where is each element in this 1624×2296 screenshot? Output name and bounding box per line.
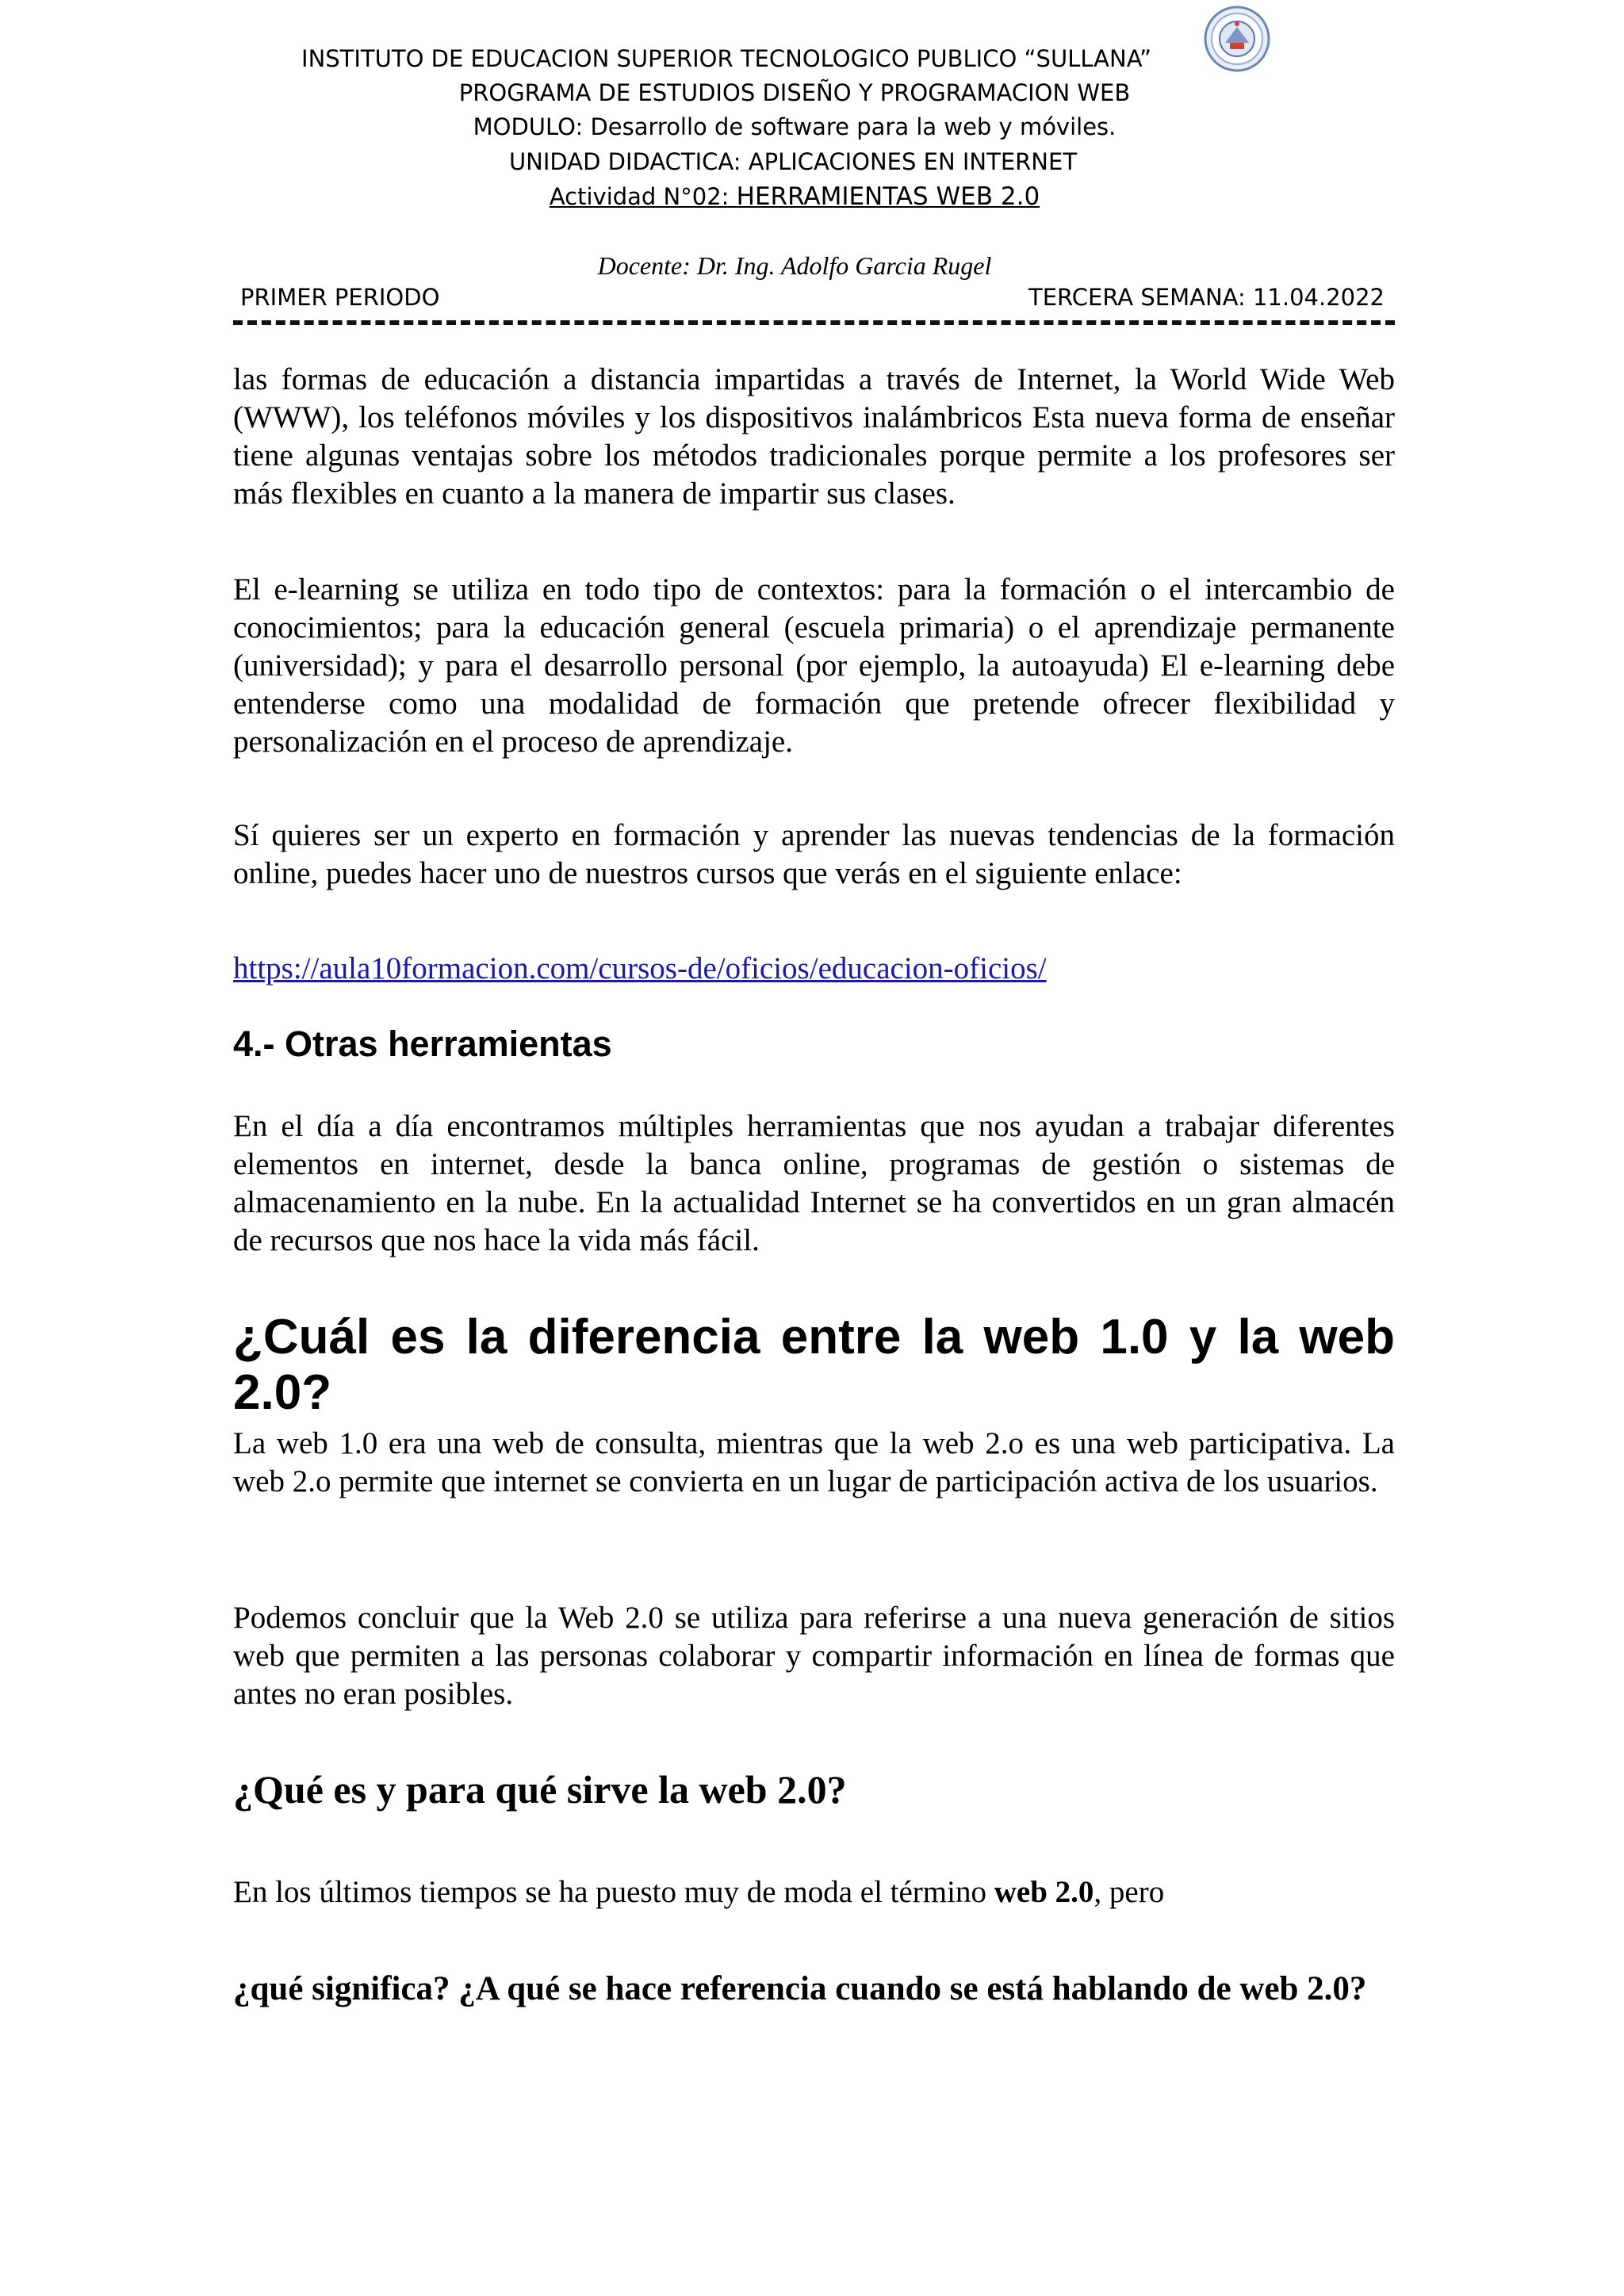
moda-text-before: En los últimos tiempos se ha puesto muy de moda el término [233,1875,994,1909]
header-week: TERCERA SEMANA: 11.04.2022 [1028,284,1385,311]
paragraph-otras-herramientas: En el día a día encontramos múltiples herramientas que nos ayudan a trabajar diferentes elementos en internet, desde la banca online, programas de gestión o sistemas de almacenamiento en la nube. En la actualidad Internet se ha convertidos en un gran almacén de recursos que nos hace la vida más fácil. [233,1109,1395,1257]
header-divider [233,320,1395,338]
heading-que-significa: ¿qué significa? ¿A qué se hace referencia cuando se está hablando de web 2.0? [233,1970,1367,2007]
moda-text-after: , pero [1094,1875,1165,1909]
courses-link[interactable]: https://aula10formacion.com/cursos-de/oficios/educacion-oficios/ [233,951,1047,985]
header-unit: UNIDAD DIDACTICA: APLICACIONES EN INTERNET [508,148,1078,175]
paragraph-elearning-contexts: El e-learning se utiliza en todo tipo de contextos: para la formación o el intercambio de conocimientos; para la educación general (escuela primaria) o el aprendizaje permanente (universidad); y para el desarrollo personal (por ejemplo, la autoayuda) El e-learning debe entenderse como una modalidad de formación que pretende ofrecer flexibilidad y personalización en el proceso de aprendizaje. [233,572,1395,759]
paragraph-web-conclusion: Podemos concluir que la Web 2.0 se utiliza para referirse a una nueva generación de sitios web que permiten a las personas colaborar y compartir información en línea de formas que antes no eran posibles. [233,1601,1395,1711]
paragraph-elearning-intro: las formas de educación a distancia impartidas a través de Internet, la World Wide Web (WWW), los teléfonos móviles y los dispositivos inalámbricos Esta nueva forma de enseñar tiene algunas ventajas sobre los métodos tradicionales porque permite a los profesores ser más flexibles en cuanto a la manera de impartir sus clases. [233,362,1395,511]
heading-que-es-web2: ¿Qué es y para qué sirve la web 2.0? [233,1767,847,1812]
heading-web-difference: ¿Cuál es la diferencia entre la web 1.0 y la web 2.0? [233,1310,1395,1420]
header-program: PROGRAMA DE ESTUDIOS DISEÑO Y PROGRAMACION WEB [458,79,1131,106]
header-period: PRIMER PERIODO [240,284,440,311]
activity-prefix: Actividad N°02: [549,183,737,210]
section-title-otras-herramientas: 4.- Otras herramientas [233,1024,612,1064]
header-activity [0,182,1607,211]
header-institute: INSTITUTO DE EDUCACION SUPERIOR TECNOLOGICO PUBLICO “SULLANA” [301,45,1151,72]
teacher-name: Docente: Dr. Ing. Adolfo Garcia Rugel [597,251,992,280]
activity-title: HERRAMIENTAS WEB 2.0 [736,182,1040,211]
paragraph-web-difference: La web 1.0 era una web de consulta, mientras que la web 2.o es una web participativa. La web 2.o permite que internet se convierta en un lugar de participación activa de los usuarios. [233,1426,1395,1498]
moda-text-bold: web 2.0 [994,1875,1094,1909]
header-module: MODULO: Desarrollo de software para la web y móviles. [473,113,1116,140]
paragraph-web2-moda [233,1873,1395,1911]
institute-seal-icon [1201,3,1273,75]
header-teacher [0,250,1624,281]
paragraph-courses: Sí quieres ser un experto en formación y aprender las nuevas tendencias de la formación online, puedes hacer uno de nuestros cursos que verás en el siguiente enlace: [233,818,1395,890]
